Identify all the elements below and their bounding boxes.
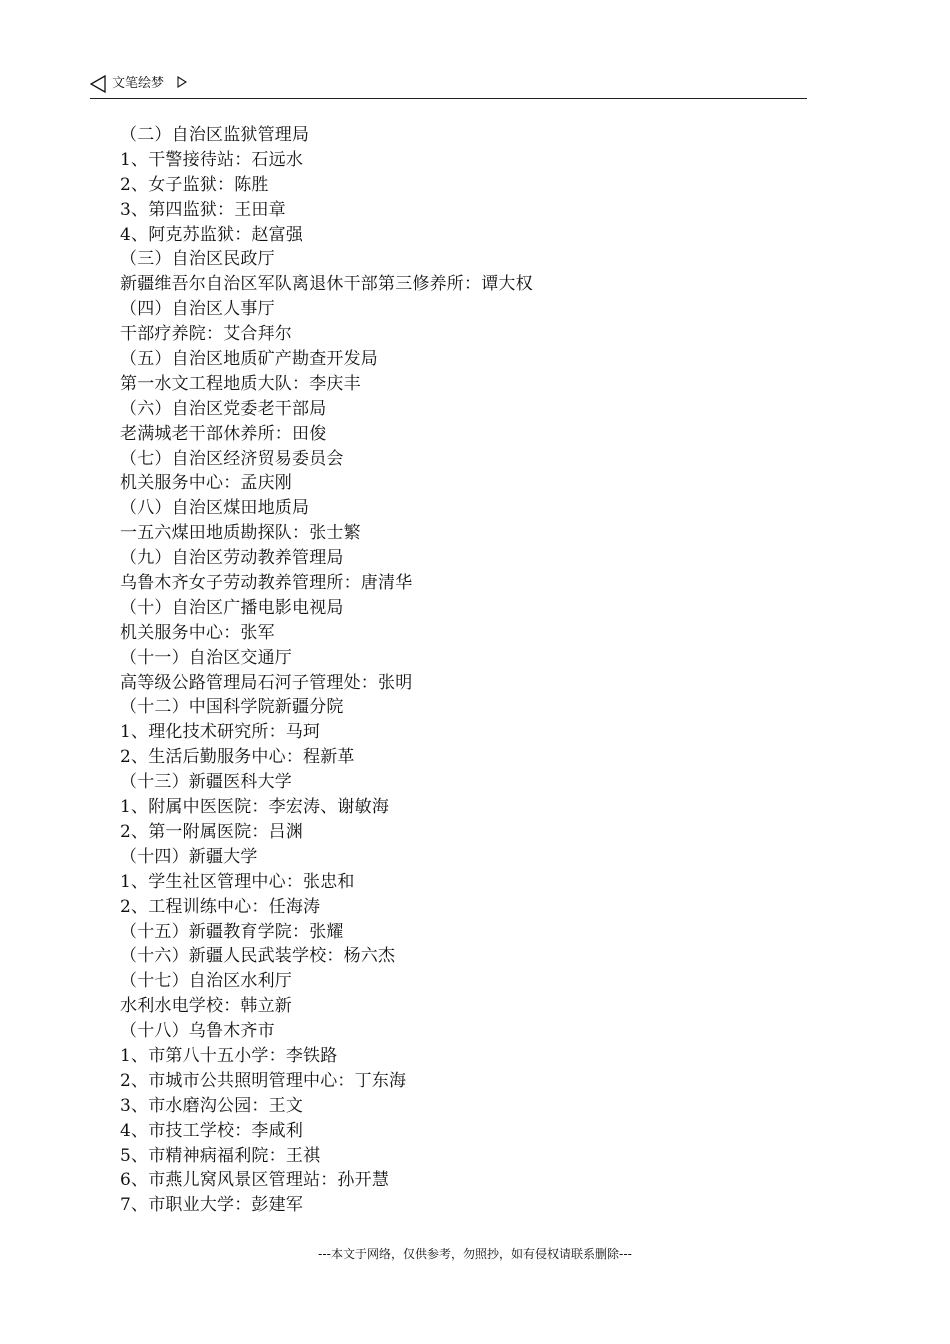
text-line: 5、市精神病福利院：王祺 (120, 1145, 321, 1166)
text-line: 乌鲁木齐女子劳动教养管理所：唐清华 (120, 573, 413, 594)
footer-disclaimer: ---本文于网络，仅供参考，勿照抄，如有侵权请联系删除--- (318, 1247, 632, 1261)
text-line: 2、市城市公共照明管理中心：丁东海 (120, 1070, 407, 1091)
text-line: （九）自治区劳动教养管理局 (120, 548, 344, 569)
text-line: （十二）中国科学院新疆分院 (120, 697, 344, 718)
text-line: 1、干警接待站：石远水 (120, 149, 304, 170)
triangle-right-icon (177, 76, 187, 88)
text-line: 第一水文工程地质大队：李庆丰 (120, 373, 361, 394)
text-line: （十四）新疆大学 (120, 846, 258, 867)
text-line: 2、女子监狱：陈胜 (120, 174, 269, 195)
document-body (120, 123, 820, 1218)
text-line: 新疆维吾尔自治区军队离退休干部第三修养所：谭大权 (120, 274, 533, 295)
text-line: 3、第四监狱：王田章 (120, 199, 286, 220)
text-line: 老满城老干部休养所：田俊 (120, 423, 327, 444)
text-line: 2、生活后勤服务中心：程新革 (120, 747, 355, 768)
text-line: 2、第一附属医院：吕渊 (120, 821, 304, 842)
text-line: （四）自治区人事厅 (120, 299, 275, 320)
text-line: 3、市水磨沟公园：王文 (120, 1095, 304, 1116)
text-line: （十八）乌鲁木齐市 (120, 1021, 275, 1042)
text-line: 水利水电学校：韩立新 (120, 996, 292, 1017)
text-line: 7、市职业大学：彭建军 (120, 1195, 304, 1216)
text-line: （十六）新疆人民武装学校：杨六杰 (120, 946, 396, 967)
header-brand: 文笔绘梦 (112, 76, 165, 91)
text-line: （十三）新疆医科大学 (120, 772, 292, 793)
page-header (90, 72, 807, 99)
text-line: （二）自治区监狱管理局 (120, 125, 310, 145)
text-line: 4、阿克苏监狱：赵富强 (120, 224, 304, 245)
text-line: 1、市第八十五小学：李铁路 (120, 1045, 338, 1066)
text-line: （十七）自治区水利厅 (120, 971, 292, 992)
text-line: （八）自治区煤田地质局 (120, 498, 310, 519)
text-line: （三）自治区民政厅 (120, 249, 275, 270)
text-line: 干部疗养院：艾合拜尔 (120, 324, 292, 345)
text-line: （十一）自治区交通厅 (120, 647, 292, 668)
text-line: （十）自治区广播电影电视局 (120, 597, 344, 618)
text-line: 4、市技工学校：李咸利 (120, 1120, 304, 1141)
text-line: 1、理化技术研究所：马珂 (120, 722, 321, 743)
text-line: （十五）新疆教育学院：张耀 (120, 921, 344, 942)
text-line: （六）自治区党委老干部局 (120, 398, 327, 419)
text-line: 1、学生社区管理中心：张忠和 (120, 871, 355, 892)
text-line: 一五六煤田地质勘探队：张士繁 (120, 523, 361, 544)
text-line: 机关服务中心：孟庆刚 (120, 473, 292, 494)
text-line: 机关服务中心：张军 (120, 622, 275, 643)
text-line: 2、工程训练中心：任海涛 (120, 896, 321, 917)
text-line: （七）自治区经济贸易委员会 (120, 448, 344, 469)
text-line: 高等级公路管理局石河子管理处：张明 (120, 672, 413, 693)
text-line: （五）自治区地质矿产勘查开发局 (120, 349, 378, 370)
triangle-left-icon (90, 75, 106, 93)
text-line: 6、市燕儿窝风景区管理站：孙开慧 (120, 1170, 390, 1191)
text-line: 1、附属中医医院：李宏涛、谢敏海 (120, 797, 390, 818)
